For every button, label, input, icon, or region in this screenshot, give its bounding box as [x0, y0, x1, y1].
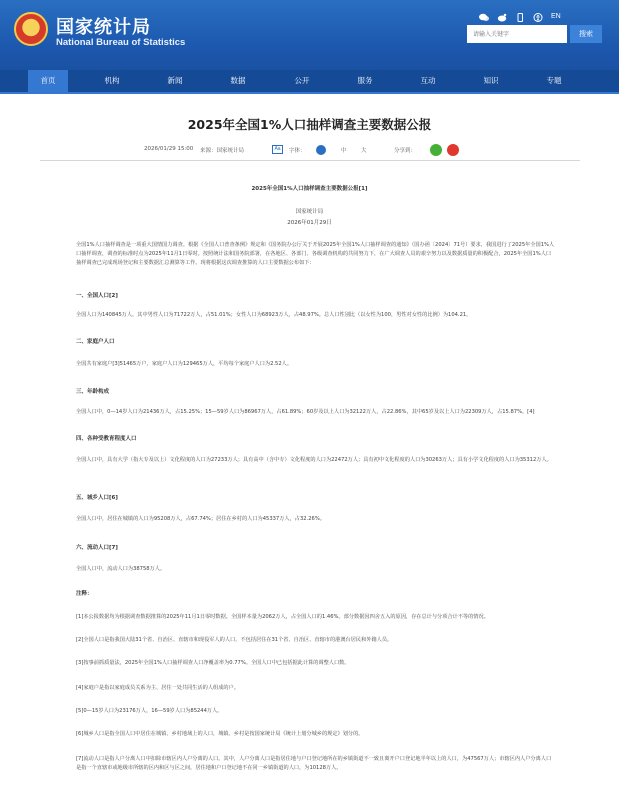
article-date: 2026/01/29 15:00 [144, 146, 194, 152]
doc-title: 2025年全国1%人口抽样调查主要数据公报[1] [251, 186, 368, 192]
font-size-icon[interactable]: Aa [272, 145, 283, 154]
doc-issuer: 国家统计局 [295, 209, 324, 215]
footnote: [3]按事前抓质量法，2025年全国1%人口抽样调查人口净覆盖率为0.77%。全国人口中已包括据此计算的调整人口数。 [76, 660, 350, 666]
nav-organization[interactable]: 机构 [104, 76, 120, 85]
footnote: [5]0—15岁人口为23176万人，16—59岁人口为85244万人。 [76, 708, 223, 714]
footnote: [4]家庭户是指以家庭成员关系为主、居住一处共同生活的人组成的户。 [76, 685, 239, 691]
weibo-icon[interactable] [497, 13, 507, 22]
footnote: [2]全国人口是指我国大陆31个省、自治区、直辖市和现役军人的人口，不包括居住在31个省、自治区、直辖市的港澳台居民和外籍人员。 [76, 637, 393, 643]
site-logo-cn[interactable]: 国家统计局 [56, 17, 151, 38]
main-nav [0, 70, 619, 92]
section-text: 全国人口中，具有大学（指大专及以上）文化程度的人口为27233万人；具有高中（含中专）文化程度的人口为22472万人；具有初中文化程度的人口为30263万人；具有小学文化程度的人口为35312万人。 [76, 457, 552, 463]
section-heading: 三、年龄构成 [76, 389, 110, 395]
section-heading: 四、各种受教育程度人口 [76, 436, 137, 442]
site-logo-en[interactable]: National Bureau of Statistics [56, 37, 186, 48]
footnote: [6]城乡人口是指全国人口中居住在城镇、乡村地域上的人口，城镇、乡村是按国家统计局《统计上划分城乡的规定》划分的。 [76, 731, 364, 737]
article-title: 2025年全国1%人口抽样调查主要数据公报 [187, 117, 432, 132]
share-label: 分享到： [394, 148, 417, 154]
section-heading: 二、家庭户人口 [76, 339, 115, 345]
nav-data[interactable]: 数据 [230, 76, 246, 85]
doc-intro: 全国1%人口抽样调查是一项重大国情国力调查。根据《全国人口普查条例》规定和《国务院办公厅关于开展2025年全国1%人口抽样调查的通知》（国办函〔2024〕71号）要求，我国进行了2025年全国1%人口抽样调查，调查的标准时点为2025年11月1日零时。按照统计法和国务院部署，在各地区、各部门、各级调查机构的共同努力下，在广大调查人员的艰辛努力以及数据质量的积极配合，2025年全国1%人口抽样调查已完成现场登记和主要数据汇总测算等工作。现将根据这次调查推算的人口主要数据公布如下： [76, 242, 555, 266]
nav-divider [0, 92, 619, 94]
section-heading: 六、流动人口[7] [76, 545, 118, 551]
share-weibo-icon[interactable] [447, 144, 459, 156]
font-big-button[interactable]: 大 [361, 148, 367, 154]
footnote: [1]本公报数据均为根据调查数据推算的2025年11月1日零时数据。全国样本量为2062万人，占全国人口的1.46%。部分数据因四舍五入的原因，存在总计与分项合计不等的情况。 [76, 614, 489, 620]
section-heading: 五、城乡人口[6] [76, 495, 118, 501]
accessibility-icon[interactable] [533, 13, 543, 22]
english-link[interactable]: EN [551, 13, 561, 20]
nav-interaction[interactable]: 互动 [420, 76, 436, 85]
font-label: 字体： [289, 148, 306, 154]
section-heading: 一、全国人口[2] [76, 293, 118, 299]
footnote: [7]流动人口是指人户分离人口中扣除市辖区内人户分离的人口。其中，人户分离人口是指居住地与户口登记地所在的乡镇街道不一致且离开户口登记地半年以上的人口，为47567万人；市辖区内人户分离人口是指一个直辖市或地级市所辖的区内和区与区之间，居住地和户口登记地不在同一乡镇街道的人口，为10128万人。 [76, 756, 552, 771]
meta-divider [40, 160, 580, 161]
nav-news[interactable]: 新闻 [167, 76, 183, 85]
font-small-button[interactable] [316, 145, 326, 155]
mobile-icon[interactable] [515, 13, 525, 22]
doc-date: 2026年01月29日 [287, 220, 332, 226]
section-text: 全国人口中，居住在城镇的人口为95208万人，占67.74%；居住在乡村的人口为45337万人，占32.26%。 [76, 516, 325, 522]
nav-knowledge[interactable]: 知识 [483, 76, 499, 85]
wechat-icon[interactable] [479, 13, 489, 22]
nav-topics[interactable]: 专题 [546, 76, 562, 85]
nav-services[interactable]: 服务 [357, 76, 373, 85]
section-text: 全国人口为140845万人，其中男性人口为71722万人，占51.01%；女性人口为68923万人，占48.97%。总人口性别比（以女性为100，男性对女性的比例）为104.21。 [76, 312, 472, 318]
font-mid-button[interactable]: 中 [341, 148, 347, 154]
share-wechat-icon[interactable] [430, 144, 442, 156]
search-button[interactable]: 搜索 [570, 25, 602, 43]
notes-heading: 注释： [76, 591, 93, 597]
section-text: 全国共有家庭户[3]51465万户，家庭户人口为129465万人，平均每个家庭户人口为2.52人。 [76, 361, 293, 367]
national-emblem-icon[interactable] [14, 12, 48, 46]
nav-home[interactable]: 首页 [28, 70, 68, 92]
section-text: 全国人口中，0—14岁人口为21436万人，占15.25%；15—59岁人口为86967万人，占61.89%；60岁及以上人口为32122万人，占22.86%，其中65岁及以上人口为22309万人，占15.87%。[4] [76, 409, 535, 415]
section-text: 全国人口中，流动人口为38758万人。 [76, 566, 166, 572]
nav-disclosure[interactable]: 公开 [294, 76, 310, 85]
article-source: 来源：国家统计局 [200, 148, 245, 154]
search-input[interactable] [467, 25, 567, 43]
